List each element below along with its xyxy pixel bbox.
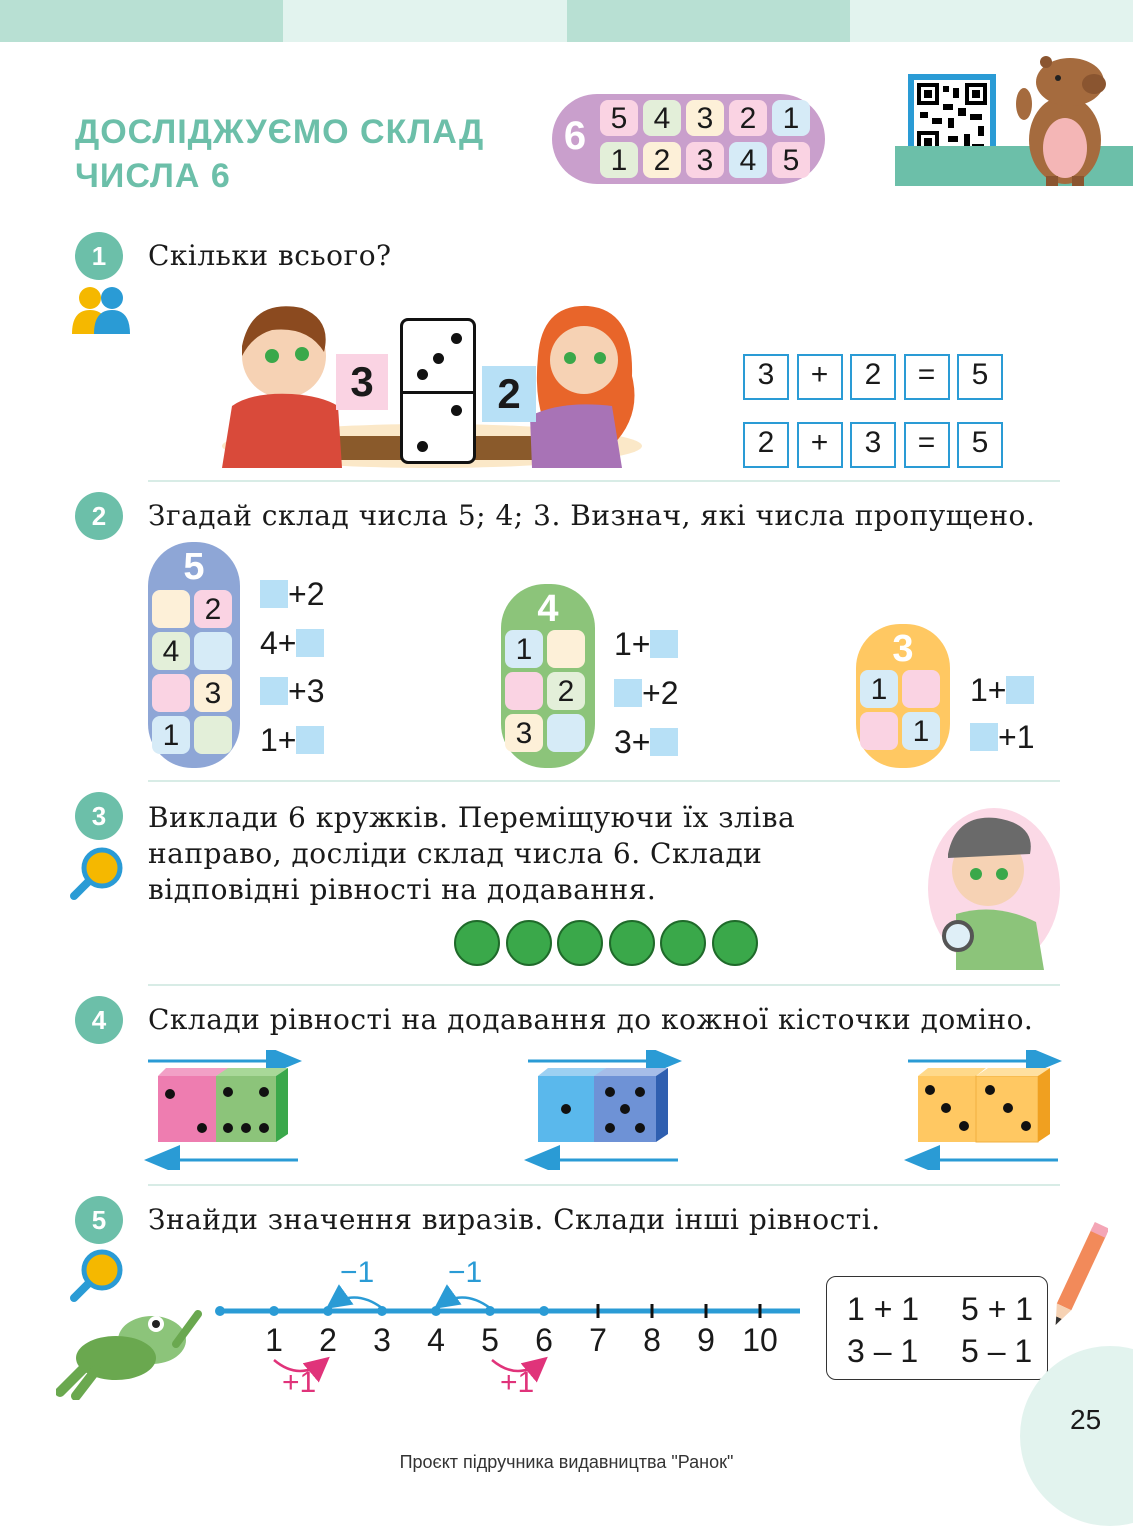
missing-number-expression: [260, 574, 324, 614]
domino-tile: [400, 318, 476, 464]
task-3-line-1: Виклади 6 кружків. Переміщуючи їх зліва: [148, 801, 796, 834]
answer-box[interactable]: [296, 726, 324, 754]
domino-dot: [417, 369, 428, 380]
plus-one-label-2: +1: [500, 1366, 535, 1399]
card-right: 2: [482, 366, 536, 422]
equation-cell: 2: [850, 354, 896, 400]
separator-2: [148, 780, 1060, 782]
expr-suffix: +3: [288, 673, 325, 709]
answer-box[interactable]: [260, 580, 288, 608]
minus-one-label-1: −1: [340, 1256, 375, 1289]
pair-work-icon: [70, 286, 132, 334]
card-3-label: 3: [892, 628, 914, 670]
number-line-point: [323, 1306, 333, 1316]
green-counter[interactable]: [660, 920, 706, 966]
equation-cell: 3: [850, 422, 896, 468]
title-line-2: ЧИСЛА 6: [75, 157, 231, 195]
number-line-label: 4: [427, 1322, 445, 1358]
composition-badge: [552, 94, 825, 184]
number-line-start: [215, 1306, 225, 1316]
number-line-label: 2: [319, 1322, 337, 1358]
missing-number-expression: [614, 722, 678, 762]
badge-cell: 2: [643, 142, 681, 178]
task-1-number: 1: [75, 232, 123, 280]
domino-blocks-figure: [140, 1050, 1070, 1170]
badge-cell: 3: [686, 142, 724, 178]
equation-cell: =: [904, 422, 950, 468]
domino-divider: [403, 391, 473, 394]
task-5-number: 5: [75, 1196, 123, 1244]
number-line-point: [269, 1306, 279, 1316]
task-3-line-3: відповідні рівності на додавання.: [148, 873, 657, 906]
number-line-label: 3: [373, 1322, 391, 1358]
badge-cell: 4: [729, 142, 767, 178]
card-left: 3: [336, 354, 388, 410]
composition-cell: 3: [505, 714, 543, 752]
answer-box[interactable]: [970, 723, 998, 751]
expr-prefix: 4+: [260, 624, 297, 661]
composition-cell: [505, 672, 543, 710]
answer-box[interactable]: [260, 677, 288, 705]
equation-cell: 3: [743, 354, 789, 400]
title-line-1: ДОСЛІДЖУЄМО СКЛАД: [75, 113, 485, 151]
number-line-point: [431, 1306, 441, 1316]
badge-cell: 3: [686, 100, 724, 136]
domino-dot: [451, 405, 462, 416]
card-4-label: 4: [537, 588, 559, 630]
missing-number-expression: [970, 717, 1034, 757]
number-line-label: 9: [697, 1322, 715, 1358]
composition-cell: [547, 714, 585, 752]
expr-prefix: 3+: [614, 724, 651, 760]
frog-illustration: [56, 1300, 202, 1400]
pencil-icon: [1048, 1220, 1108, 1334]
children-domino-illustration: [212, 296, 652, 468]
badge-cell: 4: [643, 100, 681, 136]
composition-cell: [194, 716, 232, 754]
magnifier-icon-2: [70, 1248, 124, 1302]
composition-cell: 2: [194, 590, 232, 628]
number-line-label: 1: [265, 1322, 283, 1358]
answer-box[interactable]: [1006, 676, 1034, 704]
task-2-number: 2: [75, 492, 123, 540]
minus-one-label-2: −1: [448, 1256, 483, 1289]
composition-cell: [902, 670, 940, 708]
expressions-box: [826, 1276, 1048, 1380]
green-counter[interactable]: [454, 920, 500, 966]
boy-with-magnifier-illustration: [926, 804, 1062, 970]
answer-box[interactable]: [614, 679, 642, 707]
missing-number-expression: [614, 673, 678, 713]
card-5-label: 5: [183, 546, 205, 588]
equation-cell: 5: [957, 354, 1003, 400]
task-3-line-2: направо, досліди склад числа 6. Склади: [148, 837, 763, 870]
capybara-illustration: [1010, 52, 1120, 188]
number-line-label: 10: [742, 1322, 778, 1358]
badge-cell: 2: [729, 100, 767, 136]
green-counter[interactable]: [712, 920, 758, 966]
composition-cell: [547, 630, 585, 668]
domino-dot: [433, 353, 444, 364]
missing-number-expression: [614, 624, 678, 664]
domino-dot: [451, 333, 462, 344]
badge-number: 6: [563, 114, 587, 158]
footer-text: Проєкт підручника видавництва "Ранок": [399, 1452, 734, 1472]
composition-cell: 1: [505, 630, 543, 668]
composition-cell: [152, 674, 190, 712]
answer-box[interactable]: [296, 629, 324, 657]
composition-cell: 2: [547, 672, 585, 710]
expr-prefix: 1+: [614, 626, 651, 662]
equation-cell: =: [904, 354, 950, 400]
domino-dot: [417, 441, 428, 452]
page-title: [75, 110, 484, 198]
page-number: 25: [1070, 1404, 1102, 1435]
task-4-text: Склади рівності на додавання до кожної кісточки доміно.: [148, 1003, 1034, 1036]
top-stripe-4: [850, 0, 1133, 42]
composition-cell: 1: [860, 670, 898, 708]
composition-cell: 3: [194, 674, 232, 712]
composition-card-3: [856, 624, 950, 768]
task-5-text: Знайди значення виразів. Склади інші рівності.: [148, 1203, 881, 1236]
expr-suffix: +2: [642, 675, 679, 711]
missing-number-expression: [260, 623, 324, 663]
composition-card-5: [148, 542, 240, 768]
answer-box[interactable]: [650, 630, 678, 658]
composition-cell: 1: [152, 716, 190, 754]
equation-cell: +: [797, 354, 843, 400]
green-counter[interactable]: [506, 920, 552, 966]
top-stripe-1: [0, 0, 283, 42]
green-counter[interactable]: [557, 920, 603, 966]
expr-4: 5 – 1: [961, 1333, 1033, 1369]
number-line-label: 8: [643, 1322, 661, 1358]
expr-suffix: +2: [288, 576, 325, 612]
missing-number-expression: [260, 671, 324, 711]
missing-number-expression: [970, 670, 1034, 710]
composition-card-4: [501, 584, 595, 768]
expr-prefix: 1+: [260, 721, 297, 758]
expr-suffix: +1: [998, 719, 1035, 755]
task-3-number: 3: [75, 792, 123, 840]
task-4-number: 4: [75, 996, 123, 1044]
number-line-label: 5: [481, 1322, 499, 1358]
badge-cell: 5: [772, 142, 810, 178]
composition-cell: [152, 590, 190, 628]
expr-prefix: 1+: [970, 672, 1007, 708]
equation-cell: +: [797, 422, 843, 468]
separator-4: [148, 1184, 1060, 1186]
badge-cell: 1: [600, 142, 638, 178]
separator-3: [148, 984, 1060, 986]
number-line-label: 6: [535, 1322, 553, 1358]
separator-1: [148, 480, 1060, 482]
badge-cell: 5: [600, 100, 638, 136]
task-2-text: Згадай склад числа 5; 4; 3. Визнач, які числа пропущено.: [148, 499, 1036, 532]
expr-3: 3 – 1: [847, 1333, 919, 1369]
green-counter[interactable]: [609, 920, 655, 966]
answer-box[interactable]: [650, 728, 678, 756]
plus-one-label-1: +1: [282, 1366, 317, 1399]
equation-cell: 5: [957, 422, 1003, 468]
number-line-point: [539, 1306, 549, 1316]
expr-2: 5 + 1: [961, 1291, 1034, 1327]
composition-cell: [194, 632, 232, 670]
missing-number-expression: [260, 720, 324, 760]
expr-1: 1 + 1: [847, 1291, 920, 1327]
magnifier-icon: [70, 846, 124, 900]
composition-cell: 4: [152, 632, 190, 670]
task-1-text: Скільки всього?: [148, 239, 392, 272]
equation-cell: 2: [743, 422, 789, 468]
top-stripe-2: [283, 0, 567, 42]
number-line-label: 7: [589, 1322, 607, 1358]
top-stripe-3: [567, 0, 850, 42]
badge-cell: 1: [772, 100, 810, 136]
composition-cell: [860, 712, 898, 750]
composition-cell: 1: [902, 712, 940, 750]
